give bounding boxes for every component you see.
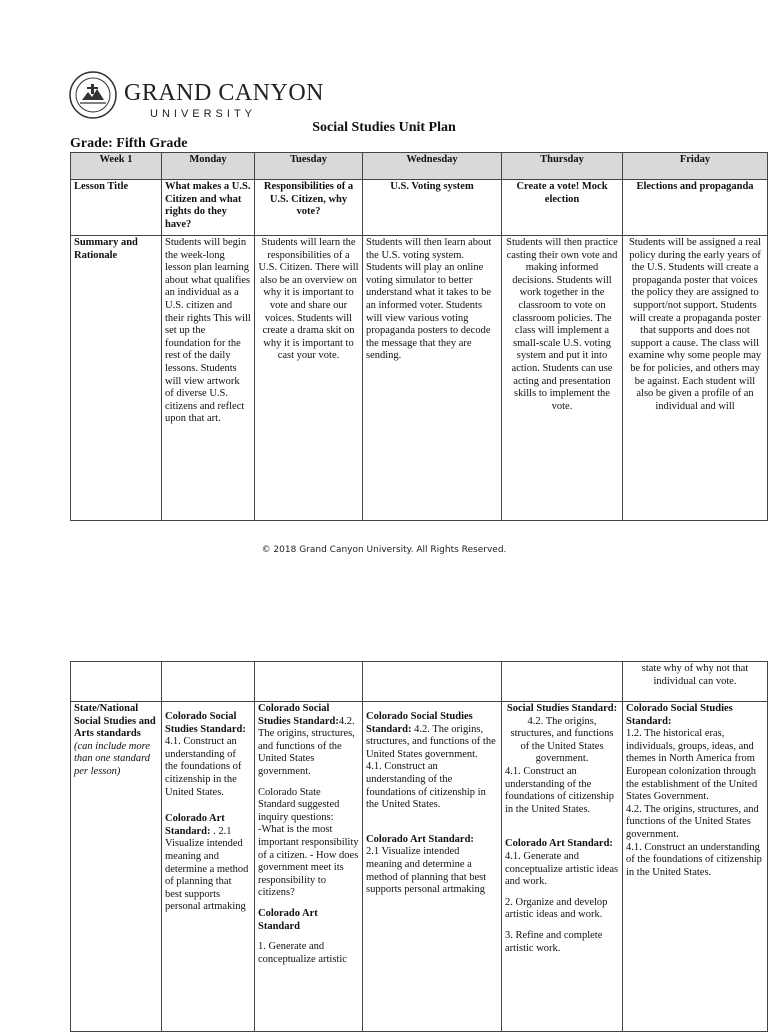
standards-note: (can include more than one standard per lesson) bbox=[74, 740, 151, 777]
column-header: Monday bbox=[162, 153, 255, 180]
table-cell bbox=[71, 662, 162, 702]
table-cell: What makes a U.S. Citizen and what rights do they have? bbox=[162, 180, 255, 236]
standard-text: 4.2. The origins, structures, and functions of the United States government. bbox=[258, 715, 355, 777]
table-cell bbox=[363, 662, 502, 702]
table-cell: Elections and propaganda bbox=[623, 180, 768, 236]
standard-heading: Colorado Social Studies Standard: bbox=[258, 703, 339, 727]
table-cell bbox=[162, 662, 255, 702]
brand-name: GRAND CANYON bbox=[124, 80, 325, 106]
table-cell bbox=[255, 662, 363, 702]
brand-subtitle: UNIVERSITY bbox=[150, 108, 257, 120]
standard-heading: Social Studies Standard: bbox=[506, 703, 618, 714]
table-cell-friday bbox=[623, 702, 768, 1032]
grade-label: Grade: Fifth Grade bbox=[70, 136, 188, 151]
standard-text: 4.2. The origins, structures, and functions of the United States government. bbox=[366, 723, 496, 760]
table-row bbox=[71, 236, 768, 521]
row-label: Lesson Title bbox=[71, 180, 162, 236]
standard-heading: Colorado Social Studies Standard: bbox=[626, 703, 733, 727]
table-row bbox=[71, 702, 768, 1032]
standard-heading: Colorado Art Standard bbox=[258, 907, 318, 932]
standard-text: 4.1. Generate and conceptualize artistic ideas and work. bbox=[505, 850, 619, 888]
standard-text: 1.2. The historical eras, individuals, groups, ideas, and themes in North America from European colonization through the establishment of the United States Government. bbox=[626, 728, 758, 803]
page-title: Social Studies Unit Plan bbox=[312, 120, 456, 135]
standard-text: 4.1. Construct an understanding of the foundations of citizenship in the United States. bbox=[505, 765, 615, 815]
table-cell-tuesday bbox=[255, 702, 363, 1032]
table-cell: Students will learn the responsibilities of a U.S. Citizen. There will also be an overview on why it is important to vote and share our voices. Students will create a drama skit on why it is important to cast your vote. bbox=[255, 236, 363, 521]
table-cell: U.S. Voting system bbox=[363, 180, 502, 236]
row-label: Summary and Rationale bbox=[71, 236, 162, 521]
university-logo bbox=[68, 68, 325, 128]
standard-heading: Colorado Art Standard: bbox=[366, 833, 474, 845]
standard-text: 4.2. The origins, structures, and functions of the United States government. bbox=[626, 803, 759, 840]
table-cell: Students will then learn about the U.S. voting system. Students will play an online voting simulator to better understand what it takes to be an informed voter. Students will view various voting propaganda posters to decode the message that they are sending. bbox=[363, 236, 502, 521]
table-cell-monday bbox=[162, 702, 255, 1032]
column-header: Thursday bbox=[502, 153, 623, 180]
standard-text: 3. Refine and complete artistic work. bbox=[505, 929, 603, 954]
standard-text: 4.1. Construct an understanding of the foundations of citizenship in the United States. bbox=[366, 761, 486, 811]
standard-text: 2. Organize and develop artistic ideas and work. bbox=[505, 896, 608, 921]
standard-heading: Colorado Social Studies Standard: bbox=[366, 711, 473, 735]
column-header: Tuesday bbox=[255, 153, 363, 180]
row-label bbox=[71, 702, 162, 1032]
standards-label: State/National Social Studies and Arts standards bbox=[74, 703, 156, 740]
standard-text: 4.2. The origins, structures, and functions of the United States government. bbox=[510, 715, 614, 765]
standard-heading: Colorado Art Standard: bbox=[165, 813, 225, 837]
standard-heading: Colorado Social Studies Standard: bbox=[165, 711, 246, 735]
unit-plan-table bbox=[70, 152, 768, 521]
standard-text: 4.1. Construct an understanding of the foundations of citizenship in the United States. bbox=[165, 736, 242, 798]
inquiry-question: - How does government meet its responsibility to citizens? bbox=[258, 849, 359, 899]
table-cell: Students will then practice casting their own vote and making informed decisions. Students will work together in the classroom to vote on classroom policies. The class will implement a small-scale U.S. voting system and put it into action. Students can use acting and presentation skills to implement the vote. bbox=[502, 236, 623, 521]
table-cell: Responsibilities of a U.S. Citizen, why vote? bbox=[255, 180, 363, 236]
table-cell: Students will begin the week-long lesson plan learning about what qualifies an individual as a U.S. citizen and their rights This will set up the foundation for the rest of the daily lessons. Students will view artwork of diverse U.S. citizens and reflect upon that art. bbox=[162, 236, 255, 521]
table-cell: state why of why not that individual can vote. bbox=[623, 662, 768, 702]
copyright-footer: © 2018 Grand Canyon University. All Rights Reserved. bbox=[261, 545, 507, 555]
table-cell: Create a vote! Mock election bbox=[502, 180, 623, 236]
standard-text: . 2.1 Visualize intended meaning and determine a method of planning that best supports personal artmaking bbox=[165, 825, 249, 913]
standard-text: Colorado State Standard suggested inquiry questions: bbox=[258, 786, 340, 823]
table-cell bbox=[502, 662, 623, 702]
table-row bbox=[71, 180, 768, 236]
standards-table bbox=[70, 661, 768, 1032]
university-seal-icon bbox=[68, 70, 118, 120]
column-header: Week 1 bbox=[71, 153, 162, 180]
column-header: Wednesday bbox=[363, 153, 502, 180]
table-row bbox=[71, 662, 768, 702]
table-header-row bbox=[71, 153, 768, 180]
table-cell: Students will be assigned a real policy during the early years of the U.S. Students will create a propaganda poster that voices the policy they are assigned to support/not support. Students will create a propaganda poster that supports and does not support a cause. The class will examine why some people may be for policies, and others may be against. Each student will also be given a profile of an individual and will bbox=[623, 236, 768, 521]
table-cell-thursday bbox=[502, 702, 623, 1032]
column-header: Friday bbox=[623, 153, 768, 180]
standard-heading: Colorado Art Standard: bbox=[505, 838, 613, 850]
table-cell-wednesday bbox=[363, 702, 502, 1032]
standard-text: 1. Generate and conceptualize artistic bbox=[258, 941, 347, 965]
standard-text: 4.1. Construct an understanding of the foundations of citizenship in the United States. bbox=[626, 841, 762, 878]
standard-text: 2.1 Visualize intended meaning and determine a method of planning that best supports personal artmaking bbox=[366, 846, 487, 896]
inquiry-question: -What is the most important responsibility of a citizen. bbox=[258, 824, 359, 861]
